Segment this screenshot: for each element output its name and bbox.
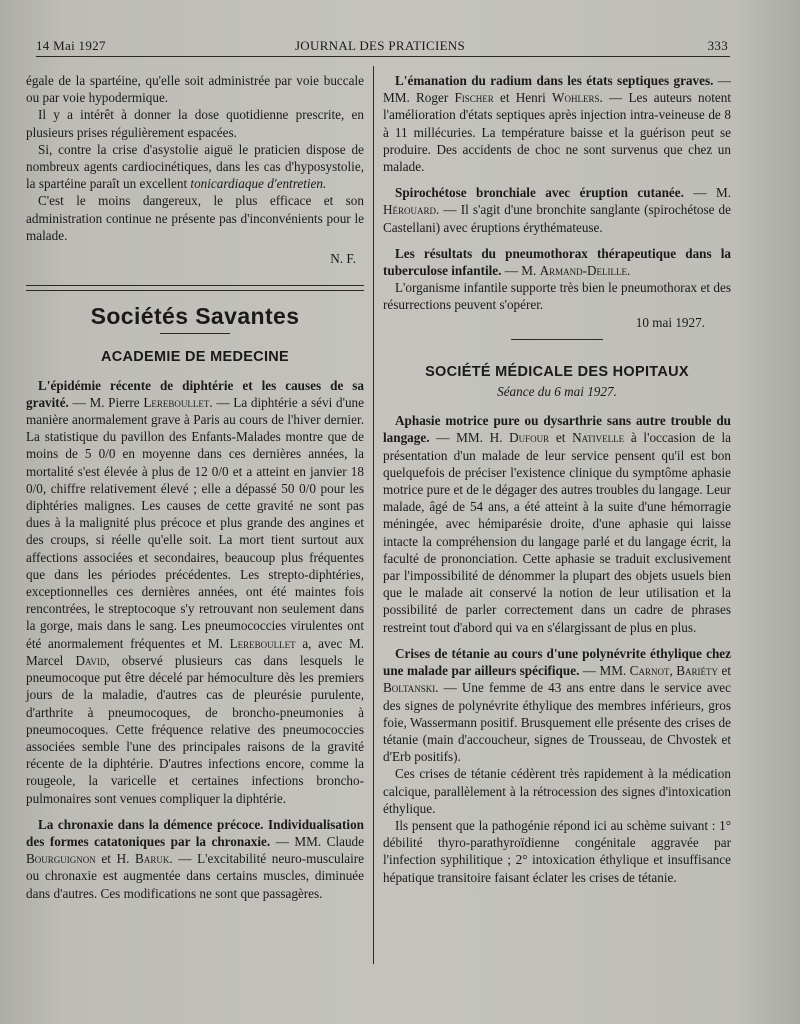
article-title: La chronaxie dans la démence précoce. Individualisation des formes catatoniques par la chronaxie.	[26, 816, 364, 849]
article-body: L'organisme infantile supporte très bien le pneumothorax et des résurrections peuvent s'opérer.	[383, 280, 731, 313]
journal-title: JOURNAL DES PRATICIENS	[294, 38, 466, 53]
continued-paragraph: égale de la spartéine, qu'elle soit administrée par voie buccale ou par voie hypodermique.	[26, 73, 364, 106]
author-name: Boltanski	[383, 680, 436, 696]
article-body: à l'occasion de la présentation d'un malade de leur service pensent qu'il est bon quelquefois de préciser l'existence clinique du symptôme aphasie motrice pure et de le dégager des autres troubles du langage. Leur malade, âgé de 54 ans, a été atteint à la suite d'une hémorragie méningée, avec hémiparésie droite, d'une aphasie qui laisse intacte la compréhension du langage parlé et du langage écrit, la faculté de prononciation. Cette aphasie se traduit exclusivement par l'impossibilité de dénommer la plupart des objets usuels bien que le malade ait conservé la notion de leur utilisation et la possibilité de parler correctement dans un cadre de phrases restreint tout d'abord qui va en s'élargissant de plus en plus.	[383, 430, 731, 635]
author-prefix: — MM. Claude	[270, 833, 364, 849]
author-name: Nativelle	[572, 430, 625, 446]
session-date: 10 mai 1927.	[635, 314, 705, 330]
author-name: Armand-Delille	[539, 263, 627, 279]
article-body: Ces crises de tétanie cédèrent très rapidement à la médication calcique, parallèlement à la rétrocession des signes d'intoxication éthylique.	[383, 766, 731, 816]
author-name: Dufour	[509, 430, 550, 446]
article-body: a, avec M. Marcel	[26, 635, 364, 668]
section-title: Sociétés Savantes	[90, 303, 300, 330]
section-double-rule	[26, 285, 364, 291]
header-date: 14 Mai 1927	[36, 38, 106, 53]
continued-paragraph: C'est le moins dangereux, le plus efficace et son administration continue ne présente pas d'inconvénients pour le malade.	[26, 193, 364, 243]
section-rule	[511, 339, 603, 340]
article-abstract	[383, 72, 731, 175]
seance-date: 6 mai 1927.	[554, 384, 617, 400]
author-separator: et H.	[95, 851, 136, 867]
author-prefix: — MM. Roger	[383, 73, 731, 106]
author-separator: et	[718, 663, 731, 679]
author-suffix: .	[627, 263, 631, 279]
author-name: Carnot	[629, 663, 670, 679]
author-name: Hérouard	[383, 202, 437, 218]
column-divider	[373, 66, 374, 964]
author-prefix: — MM.	[579, 663, 630, 679]
society-title: ACADEMIE DE MEDECINE	[100, 349, 290, 366]
author-prefix: — M.	[683, 185, 731, 201]
article-body: . — Il s'agit d'une bronchite sanglante (spirochétose de Castellani) avec éruptions érythémateuse.	[383, 202, 731, 235]
article-abstract	[383, 645, 731, 765]
author-name: Baruk	[135, 851, 170, 867]
article-body: , observé plusieurs cas dans lesquels le pneumocoque put être décelé par hémoculture dès les premiers jours de la maladie, d'autres cas de pleurésie purulente, d'arthrite à pneumocoques, de broncho-pneumonies à pneumocoques. Cette fréquence relative des pneumococcies associées semble l'une des principales raisons de la gravité récente de la diphtérie. D'autres infections encore, comme la rougeole, la varicelle et certaines infections broncho-pulmonaires sont venues compliquer la diphtérie.	[26, 652, 364, 806]
article-title: Crises de tétanie au cours d'une polynévrite éthylique chez une malade par ailleurs spécifique.	[383, 645, 731, 679]
author-name: Bourguignon	[26, 851, 96, 867]
page-number: 333	[707, 38, 728, 53]
author-name: Fischer	[454, 90, 494, 106]
author-prefix: — M. Pierre	[68, 394, 144, 410]
italic-phrase: tonicardiaque d'entretien.	[190, 176, 327, 192]
section-rule	[160, 333, 230, 334]
author-prefix: — M.	[501, 263, 540, 279]
seance-label: Séance du	[497, 384, 551, 400]
paragraph-text: Si, contre la crise d'asystolie aiguë le praticien dispose de nombreux agents cardiocinétiques, dans les cas d'hyposystolie, la spartéine paraît un excellent	[26, 141, 364, 192]
article-body: Ils pensent que la pathogénie répond ici au schème suivant : 1° débilité thyro-parathyroïdienne congénitale aggravée par l'infection syphilitique ; 2° intoxication éthylique et insuffisance hépatique transitoire faisant éclater les crises de tétanie.	[383, 817, 731, 885]
author-name: Lereboullet	[229, 635, 296, 651]
author-name: Lereboullet	[143, 394, 210, 410]
seance-line	[383, 383, 731, 400]
society-title: SOCIÉTÉ MÉDICALE DES HOPITAUX	[425, 363, 689, 380]
article-body: . — La diphtérie a sévi d'une manière anormalement grave à Paris au cours de l'hiver dernier. La statistique du pavillon des Enfants-Malades montre que de moins de 5 0/0 en moyenne dans ces dernières années, la mortalité s'est élevée à plus de 12 0/0 et a atteint en janvier 18 0/0, chiffre relativement élevé ; elle a dépassé 50 0/0 pour les diphtéries malignes. Les causes de cette gravité ne sont pas dues à la malignité plus précoce et plus grande des angines et des croups, si réelle qu'elle soit. La mort tient surtout aux affections associées et secondaires, beaucoup plus fréquentes que dans les périodes précédentes. Les strepto-diphtéries, exceptionnelles ces dernières années, ont été maintes fois rencontrées, le streptocoque s'y retrouvant non seulement dans la gorge, mais dans le sang. Les pneumococcies virulentes ont été anormalement fréquentes et M.	[26, 394, 364, 651]
article-abstract	[383, 184, 731, 236]
article-body: . — Les auteurs notent l'amélioration d'états septiques après injection intra-veineuse de 8 à 11 millécuries. La température baisse et la guérison peut se produire. Des accidents de choc ne sont survenus que chez un malade.	[383, 90, 731, 175]
article-title: Les résultats du pneumothorax thérapeutique dans la tuberculose infantile.	[383, 245, 731, 279]
continued-paragraph	[26, 141, 364, 193]
article-title: Spirochétose bronchiale avec éruption cutanée.	[395, 185, 684, 201]
author-separator: et	[549, 430, 573, 446]
article-abstract	[26, 816, 364, 902]
article-abstract	[26, 377, 364, 807]
article-title: L'émanation du radium dans les états septiques graves.	[395, 73, 714, 88]
continued-paragraph: Il y a intérêt à donner la dose quotidienne prescrite, en plusieurs prises régulièrement espacées.	[26, 107, 364, 140]
article-title: L'épidémie récente de diphtérie et les causes de sa gravité.	[26, 377, 364, 410]
article-body: . — Une femme de 43 ans entre dans le service avec des signes de polynévrite éthylique des membres inférieurs, gros foie, Wassermann positif. Brusquement elle présente des crises de tétanie (main d'accoucheur, signes de Trousseau, de Chvostek et d'Erb positifs).	[383, 680, 731, 765]
author-name: David	[75, 652, 107, 668]
author-name: Bariéty	[676, 663, 719, 679]
header-rule	[36, 56, 730, 57]
author-prefix: — MM. H.	[429, 430, 510, 446]
article-title: Aphasie motrice pure ou dysarthrie sans autre trouble du langage.	[383, 413, 731, 446]
article-abstract	[383, 245, 731, 279]
author-separator: et Henri	[493, 90, 553, 106]
right-column	[383, 72, 731, 886]
article-signature: N. F.	[330, 251, 356, 267]
author-separator: ,	[669, 663, 677, 679]
left-column	[26, 72, 364, 902]
article-body: . — L'excitabilité neuro-musculaire ou chronaxie est augmentée dans certains muscles, diminuée dans d'autres. Ces modifications ne sont que passagères.	[26, 851, 365, 901]
page-header	[32, 38, 728, 54]
article-abstract	[383, 412, 731, 636]
author-name: Wohlers	[552, 90, 600, 106]
